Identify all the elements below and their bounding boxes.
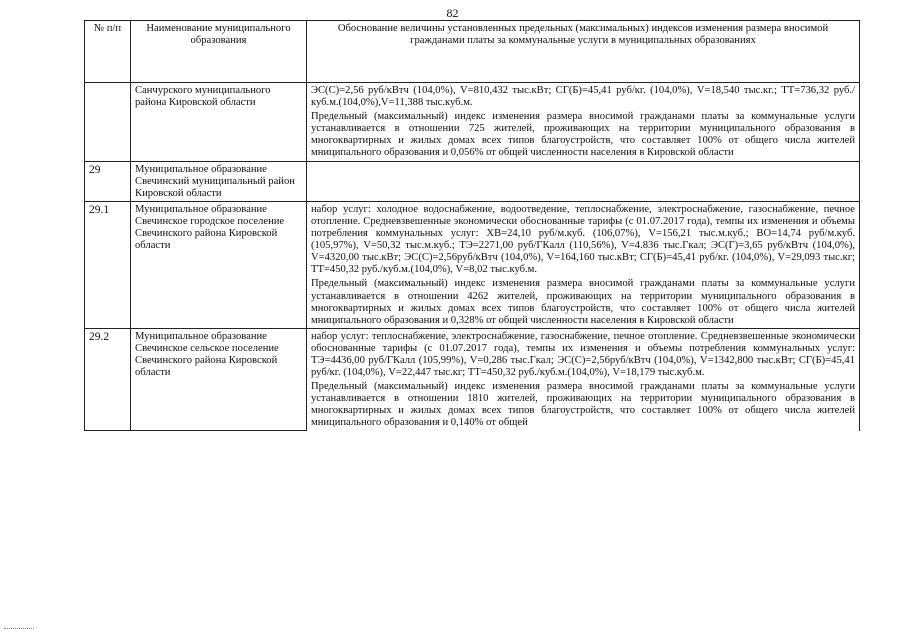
row-municipality-name: Муниципальное образование Свечинский муниципальный район Кировской области (131, 161, 307, 201)
row-basis (307, 161, 860, 201)
row-number (85, 83, 131, 162)
basis-paragraph: Предельный (максимальный) индекс изменения размера вносимой гражданами платы за коммунальные услуги устанавливается в отношении 1810 жителей, проживающих на территории муниципального образования в многоквартирных и жилых домах всех типов благоустройств, что составляет 100% от общего числа жителей мниципального образования и 0,140% от общей (311, 381, 855, 429)
row-number: 29.2 (85, 328, 131, 430)
header-col-number: № п/п (85, 21, 131, 83)
row-municipality-name: Муниципальное образование Свечинское сельское поселение Свечинского района Кировской области (131, 328, 307, 430)
basis-paragraph: Предельный (максимальный) индекс изменения размера вносимой гражданами платы за коммунальные услуги устанавливается в отношении 725 жителей, проживающих на территории муниципального образования в многоквартирных и жилых домах всех типов благоустройств, что составляет 100% от общего числа жителей мниципального образования и 0,056% от общей численности населения в Кировской области (311, 111, 855, 159)
row-basis (307, 83, 860, 162)
row-municipality-name: Санчурского муниципального района Кировской области (131, 83, 307, 162)
header-col-basis: Обоснование величины установленных предельных (максимальных) индексов изменения размера вносимой гражданами платы за коммунальные услуги в муниципальных образованиях (307, 21, 860, 83)
row-number: 29 (85, 161, 131, 201)
table-body (85, 83, 860, 431)
tariff-index-table (84, 20, 860, 431)
scan-artifact (4, 628, 34, 632)
table-row (85, 161, 860, 201)
table-header-row (85, 21, 860, 83)
basis-paragraph: набор услуг: холодное водоснабжение, водоотведение, теплоснабжение, электроснабжение, газоснабжение, печное отопление. Средневзвешенные экономически обоснованные тарифы (с 01.07.2017 года), темпы их изменения и объемы потребления коммунальных услуг: ХВ=24,10 руб/м.куб. (106,07%), V=156,21 тыс.м.куб.; ВО=14,74 руб/м.куб. (105,97%), V=50,32 тыс.м.куб.; ТЭ=2271,00 руб/ГКалл (110,56%), V=4.836 тыс.Гкал; ЭС(Г)=3,65 руб/кВтч (104,0%), V=4320,00 тыс.кВт; ЭС(С)=2,56руб/кВтч (104,0%), V=164,160 тыс.кВт; СГ(Б)=45,41 руб/кг. (104,0%), V=29,093 тыс.кг; ТТ=450,32 руб./куб.м.(104,0%), V=8,02 тыс.куб.м. (311, 203, 855, 276)
basis-paragraph: набор услуг: теплоснабжение, электроснабжение, газоснабжение, печное отопление. Средневзвешенные экономически обоснованные тарифы (с 01.07.2017 года), темпы их изменения и объемы потребления коммунальных услуг: ТЭ=4436,00 руб/ГКалл (105,99%), V=0,286 тыс.Гкал; ЭС(С)=2,56руб/кВтч (104,0%), V=1342,800 тыс.кВт; СГ(Б)=45,41 руб/кг. (104,0%), V=22,447 тыс.кг; ТТ=450,32 руб./куб.м.(104,0%), V=18,179 тыс.куб.м. (311, 330, 855, 379)
row-basis (307, 201, 860, 328)
row-basis (307, 328, 860, 430)
basis-paragraph: ЭС(С)=2,56 руб/кВтч (104,0%), V=810,432 тыс.кВт; СГ(Б)=45,41 руб/кг. (104,0%), V=18,540 тыс.кг.; ТТ=736,32 руб./куб.м.(104,0%),V=11,388 тыс.куб.м. (311, 85, 855, 109)
table-row (85, 201, 860, 328)
table-row (85, 328, 860, 430)
row-number: 29.1 (85, 201, 131, 328)
table-row (85, 83, 860, 162)
row-municipality-name: Муниципальное образование Свечинское городское поселение Свечинского района Кировской области (131, 201, 307, 328)
page-number: 82 (446, 6, 459, 20)
header-col-name: Наименование муниципального образования (131, 21, 307, 83)
basis-paragraph: Предельный (максимальный) индекс изменения размера вносимой гражданами платы за коммунальные услуги устанавливается в отношении 4262 жителей, проживающих на территории муниципального образования в многоквартирных и жилых домах всех типов благоустройств, что составляет 100% от общего числа жителей мниципального образования и 0,328% от общей численности населения в Кировской области (311, 278, 855, 326)
